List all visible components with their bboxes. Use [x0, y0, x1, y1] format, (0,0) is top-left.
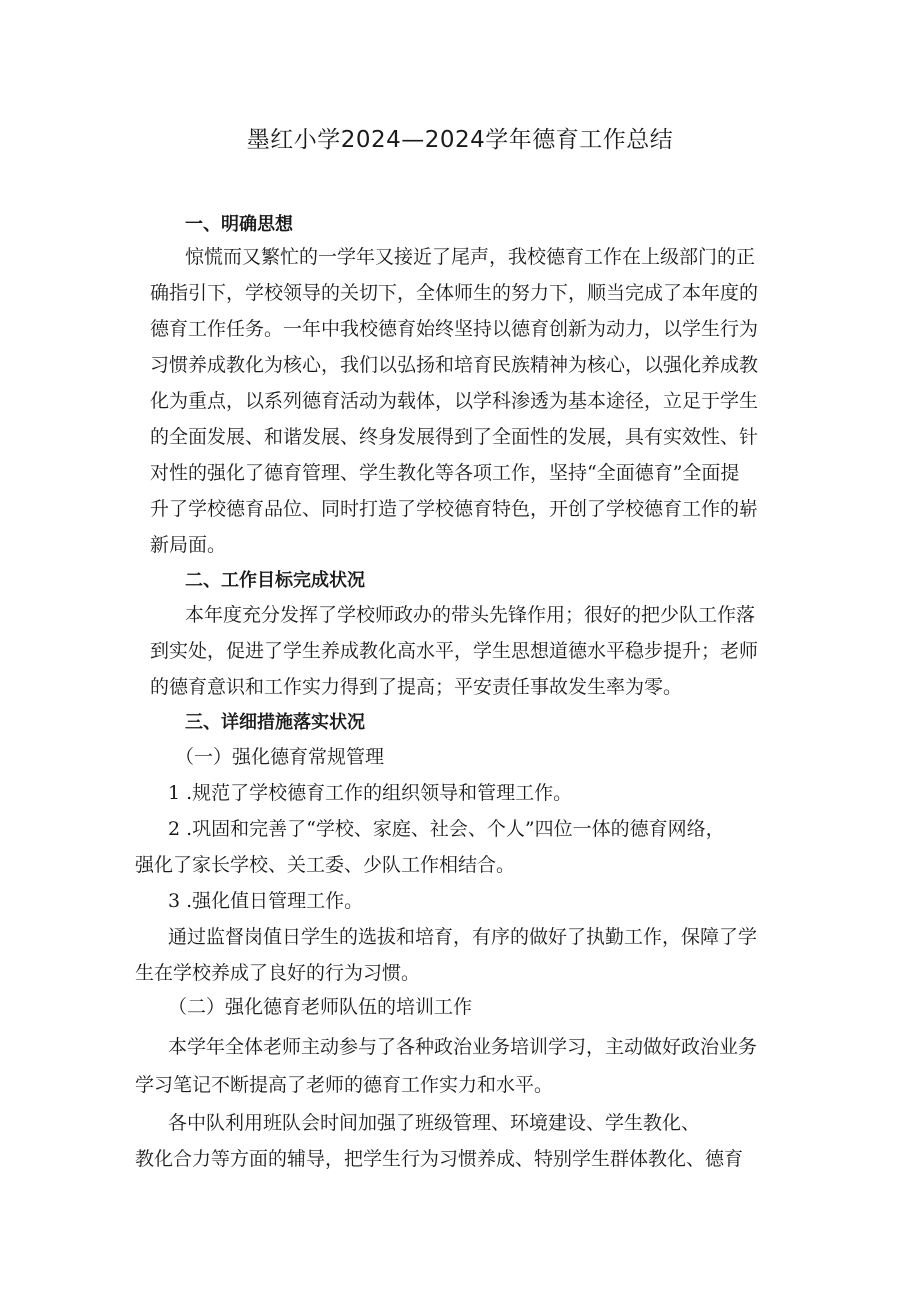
list-item: 3 .强化值日管理工作。 [168, 890, 364, 912]
paragraph-line: 学习笔记不断提高了老师的德育工作实力和水平。 [135, 1074, 554, 1096]
paragraph-line: 生在学校养成了良好的行为习惯。 [135, 962, 421, 984]
paragraph-line: 惊慌而又繁忙的一学年又接近了尾声，我校德育工作在上级部门的正 [185, 246, 756, 268]
paragraph-line: 本学年全体老师主动参与了各种政治业务培训学习，主动做好政治业务 [168, 1036, 758, 1058]
list-item: 1 .规范了学校德育工作的组织领导和管理工作。 [168, 782, 573, 804]
paragraph-line: 化为重点，以系列德育活动为载体，以学科渗透为基本途径，立足于学生 [150, 390, 759, 412]
paragraph-line: 通过监督岗值日学生的选拔和培育，有序的做好了执勤工作，保障了学 [168, 926, 758, 948]
paragraph-line: 本年度充分发挥了学校师政办的带头先锋作用；很好的把少队工作落 [185, 604, 756, 626]
document-title: 墨红小学2024—2024学年德育工作总结 [246, 127, 674, 153]
paragraph-line: 对性的强化了德育管理、学生教化等各项工作，坚持“全面德育”全面提 [150, 462, 740, 484]
paragraph-line: 确指引下，学校领导的关切下，全体师生的努力下，顺当完成了本年度的 [150, 282, 759, 304]
paragraph-line: 到实处，促进了学生养成教化高水平，学生思想道德水平稳步提升；老师 [150, 640, 759, 662]
paragraph-line: 的德育意识和工作实力得到了提高；平安责任事故发生率为零。 [150, 676, 683, 698]
section-heading: 二、工作目标完成状况 [185, 570, 365, 591]
paragraph-line: 升了学校德育品位、同时打造了学校德育特色，开创了学校德育工作的崭 [150, 498, 759, 520]
paragraph-line: 教化合力等方面的辅导，把学生行为习惯养成、特别学生群体教化、德育 [135, 1148, 744, 1170]
paragraph-line: 各中队利用班队会时间加强了班级管理、环境建设、学生教化、 [168, 1112, 701, 1134]
section-heading: 一、明确思想 [185, 214, 293, 235]
list-item: 2 .巩固和完善了“学校、家庭、社会、个人”四位一体的德育网络， [168, 818, 725, 840]
paragraph-line: 德育工作任务。一年中我校德育始终坚持以德育创新为动力，以学生行为 [150, 318, 759, 340]
list-item-continuation: 强化了家长学校、关工委、少队工作相结合。 [135, 854, 516, 876]
subsection-heading: （二）强化德育老师队伍的培训工作 [168, 996, 473, 1018]
paragraph-line: 新局面。 [150, 534, 227, 556]
paragraph-line: 习惯养成教化为核心，我们以弘扬和培育民族精神为核心，以强化养成教 [150, 354, 759, 376]
section-heading: 三、详细措施落实状况 [185, 712, 365, 733]
paragraph-line: 的全面发展、和谐发展、终身发展得到了全面性的发展，具有实效性、针 [150, 426, 759, 448]
subsection-heading: （一）强化德育常规管理 [175, 746, 385, 768]
